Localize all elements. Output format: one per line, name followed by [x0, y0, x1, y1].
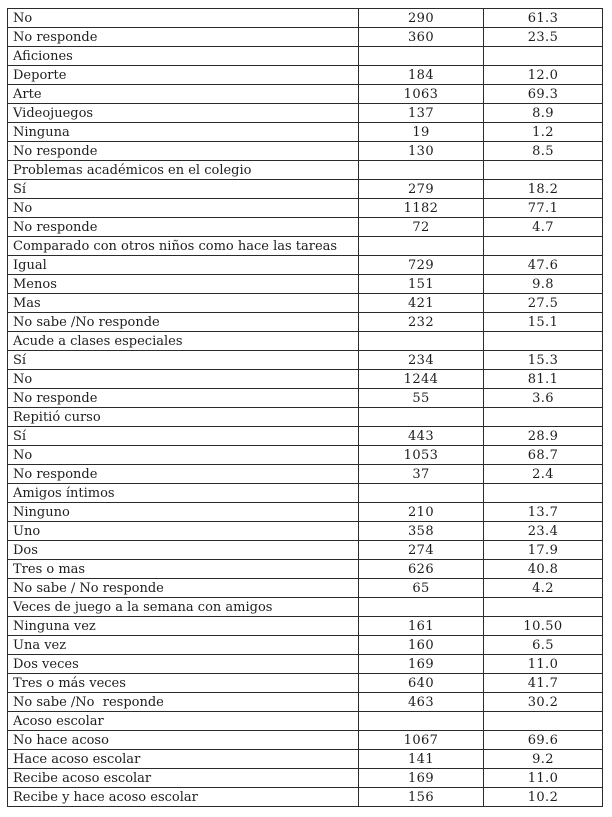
category-label-cell: No responde: [8, 465, 359, 484]
frequency-n-cell: 1053: [359, 446, 484, 465]
category-label-cell: No responde: [8, 28, 359, 47]
frequency-n-cell: [359, 332, 484, 351]
category-label-cell: No responde: [8, 142, 359, 161]
category-label-cell: Mas: [8, 294, 359, 313]
percentage-cell: 23.4: [484, 522, 603, 541]
frequency-n-cell: 1244: [359, 370, 484, 389]
table-row: [8, 161, 603, 180]
category-label-cell: Recibe y hace acoso escolar: [8, 788, 359, 807]
percentage-cell: 13.7: [484, 503, 603, 522]
table-row: [8, 750, 603, 769]
percentage-cell: 4.2: [484, 579, 603, 598]
frequency-n-cell: 130: [359, 142, 484, 161]
category-label-cell: Dos veces: [8, 655, 359, 674]
frequency-n-cell: [359, 598, 484, 617]
category-label-cell: No: [8, 9, 359, 28]
table-row: [8, 769, 603, 788]
table-row: [8, 66, 603, 85]
percentage-cell: 3.6: [484, 389, 603, 408]
frequency-n-cell: 210: [359, 503, 484, 522]
percentage-cell: 41.7: [484, 674, 603, 693]
percentage-cell: 9.8: [484, 275, 603, 294]
category-label-cell: No hace acoso: [8, 731, 359, 750]
frequency-n-cell: 1182: [359, 199, 484, 218]
frequency-n-cell: 421: [359, 294, 484, 313]
percentage-cell: [484, 332, 603, 351]
table-body: [8, 9, 603, 807]
table-row: [8, 560, 603, 579]
category-label-cell: Acude a clases especiales: [8, 332, 359, 351]
frequency-n-cell: 72: [359, 218, 484, 237]
percentage-cell: 15.1: [484, 313, 603, 332]
frequency-n-cell: 290: [359, 9, 484, 28]
frequency-n-cell: 360: [359, 28, 484, 47]
frequency-n-cell: [359, 161, 484, 180]
table-row: [8, 370, 603, 389]
percentage-cell: 11.0: [484, 769, 603, 788]
percentage-cell: 18.2: [484, 180, 603, 199]
percentage-cell: 8.5: [484, 142, 603, 161]
frequency-n-cell: 169: [359, 655, 484, 674]
category-label-cell: Comparado con otros niños como hace las tareas: [8, 237, 359, 256]
percentage-cell: 47.6: [484, 256, 603, 275]
table-row: [8, 142, 603, 161]
category-label-cell: No sabe /No responde: [8, 313, 359, 332]
percentage-cell: 11.0: [484, 655, 603, 674]
table-row: [8, 674, 603, 693]
frequency-n-cell: 1063: [359, 85, 484, 104]
table-row: [8, 351, 603, 370]
category-label-cell: Aficiones: [8, 47, 359, 66]
frequency-n-cell: [359, 47, 484, 66]
table-row: [8, 9, 603, 28]
table-row: [8, 237, 603, 256]
table-row: [8, 313, 603, 332]
frequency-n-cell: 151: [359, 275, 484, 294]
category-label-cell: Igual: [8, 256, 359, 275]
category-label-cell: Una vez: [8, 636, 359, 655]
percentage-cell: 15.3: [484, 351, 603, 370]
table-row: [8, 332, 603, 351]
frequency-n-cell: [359, 408, 484, 427]
frequency-n-cell: 160: [359, 636, 484, 655]
category-label-cell: Uno: [8, 522, 359, 541]
category-label-cell: Veces de juego a la semana con amigos: [8, 598, 359, 617]
category-label-cell: Sí: [8, 351, 359, 370]
percentage-cell: 28.9: [484, 427, 603, 446]
category-label-cell: Sí: [8, 427, 359, 446]
percentage-cell: 27.5: [484, 294, 603, 313]
frequency-n-cell: 274: [359, 541, 484, 560]
percentage-cell: 10.2: [484, 788, 603, 807]
table-row: [8, 579, 603, 598]
frequency-n-cell: [359, 484, 484, 503]
percentage-cell: 81.1: [484, 370, 603, 389]
table-row: [8, 256, 603, 275]
frequency-n-cell: 55: [359, 389, 484, 408]
percentage-cell: [484, 484, 603, 503]
frequency-n-cell: 279: [359, 180, 484, 199]
percentage-cell: 9.2: [484, 750, 603, 769]
category-label-cell: Ninguna: [8, 123, 359, 142]
table-row: [8, 446, 603, 465]
table-row: [8, 427, 603, 446]
frequency-n-cell: 358: [359, 522, 484, 541]
percentage-cell: 23.5: [484, 28, 603, 47]
category-label-cell: Tres o más veces: [8, 674, 359, 693]
category-label-cell: No: [8, 446, 359, 465]
table-row: [8, 522, 603, 541]
category-label-cell: Hace acoso escolar: [8, 750, 359, 769]
frequency-n-cell: 1067: [359, 731, 484, 750]
frequency-n-cell: 169: [359, 769, 484, 788]
category-label-cell: No responde: [8, 218, 359, 237]
category-label-cell: Ninguna vez: [8, 617, 359, 636]
percentage-cell: 4.7: [484, 218, 603, 237]
category-label-cell: No sabe / No responde: [8, 579, 359, 598]
percentage-cell: 40.8: [484, 560, 603, 579]
table-row: [8, 484, 603, 503]
frequency-n-cell: [359, 237, 484, 256]
table-row: [8, 617, 603, 636]
frequency-table: [7, 8, 603, 807]
frequency-n-cell: 640: [359, 674, 484, 693]
frequency-n-cell: 463: [359, 693, 484, 712]
percentage-cell: [484, 408, 603, 427]
frequency-n-cell: 161: [359, 617, 484, 636]
category-label-cell: Arte: [8, 85, 359, 104]
table-row: [8, 294, 603, 313]
table-row: [8, 408, 603, 427]
percentage-cell: [484, 598, 603, 617]
category-label-cell: Ninguno: [8, 503, 359, 522]
table-row: [8, 85, 603, 104]
table-row: [8, 389, 603, 408]
category-label-cell: Acoso escolar: [8, 712, 359, 731]
table-row: [8, 465, 603, 484]
table-row: [8, 104, 603, 123]
percentage-cell: 68.7: [484, 446, 603, 465]
category-label-cell: Repitió curso: [8, 408, 359, 427]
frequency-n-cell: [359, 712, 484, 731]
frequency-n-cell: 443: [359, 427, 484, 446]
category-label-cell: Sí: [8, 180, 359, 199]
category-label-cell: Amigos íntimos: [8, 484, 359, 503]
table-row: [8, 199, 603, 218]
percentage-cell: 69.3: [484, 85, 603, 104]
percentage-cell: [484, 712, 603, 731]
percentage-cell: 6.5: [484, 636, 603, 655]
category-label-cell: Tres o mas: [8, 560, 359, 579]
percentage-cell: 69.6: [484, 731, 603, 750]
table-row: [8, 541, 603, 560]
category-label-cell: No sabe /No responde: [8, 693, 359, 712]
percentage-cell: 8.9: [484, 104, 603, 123]
frequency-n-cell: 626: [359, 560, 484, 579]
table-row: [8, 180, 603, 199]
table-row: [8, 503, 603, 522]
percentage-cell: 77.1: [484, 199, 603, 218]
percentage-cell: [484, 47, 603, 66]
table-row: [8, 693, 603, 712]
percentage-cell: 10.50: [484, 617, 603, 636]
percentage-cell: [484, 161, 603, 180]
table-row: [8, 731, 603, 750]
table-row: [8, 28, 603, 47]
table-row: [8, 788, 603, 807]
percentage-cell: 17.9: [484, 541, 603, 560]
category-label-cell: Videojuegos: [8, 104, 359, 123]
percentage-cell: 12.0: [484, 66, 603, 85]
table-row: [8, 598, 603, 617]
frequency-n-cell: 232: [359, 313, 484, 332]
frequency-n-cell: 156: [359, 788, 484, 807]
frequency-n-cell: 141: [359, 750, 484, 769]
category-label-cell: Recibe acoso escolar: [8, 769, 359, 788]
percentage-cell: 2.4: [484, 465, 603, 484]
category-label-cell: Dos: [8, 541, 359, 560]
frequency-n-cell: 19: [359, 123, 484, 142]
table-row: [8, 712, 603, 731]
table-row: [8, 275, 603, 294]
table-row: [8, 636, 603, 655]
category-label-cell: No: [8, 199, 359, 218]
frequency-n-cell: 137: [359, 104, 484, 123]
percentage-cell: [484, 237, 603, 256]
category-label-cell: No: [8, 370, 359, 389]
frequency-n-cell: 37: [359, 465, 484, 484]
frequency-n-cell: 184: [359, 66, 484, 85]
frequency-n-cell: 65: [359, 579, 484, 598]
frequency-n-cell: 729: [359, 256, 484, 275]
table-row: [8, 47, 603, 66]
percentage-cell: 30.2: [484, 693, 603, 712]
category-label-cell: Deporte: [8, 66, 359, 85]
percentage-cell: 1.2: [484, 123, 603, 142]
table-row: [8, 123, 603, 142]
frequency-n-cell: 234: [359, 351, 484, 370]
table-row: [8, 218, 603, 237]
percentage-cell: 61.3: [484, 9, 603, 28]
category-label-cell: No responde: [8, 389, 359, 408]
category-label-cell: Problemas académicos en el colegio: [8, 161, 359, 180]
category-label-cell: Menos: [8, 275, 359, 294]
table-row: [8, 655, 603, 674]
